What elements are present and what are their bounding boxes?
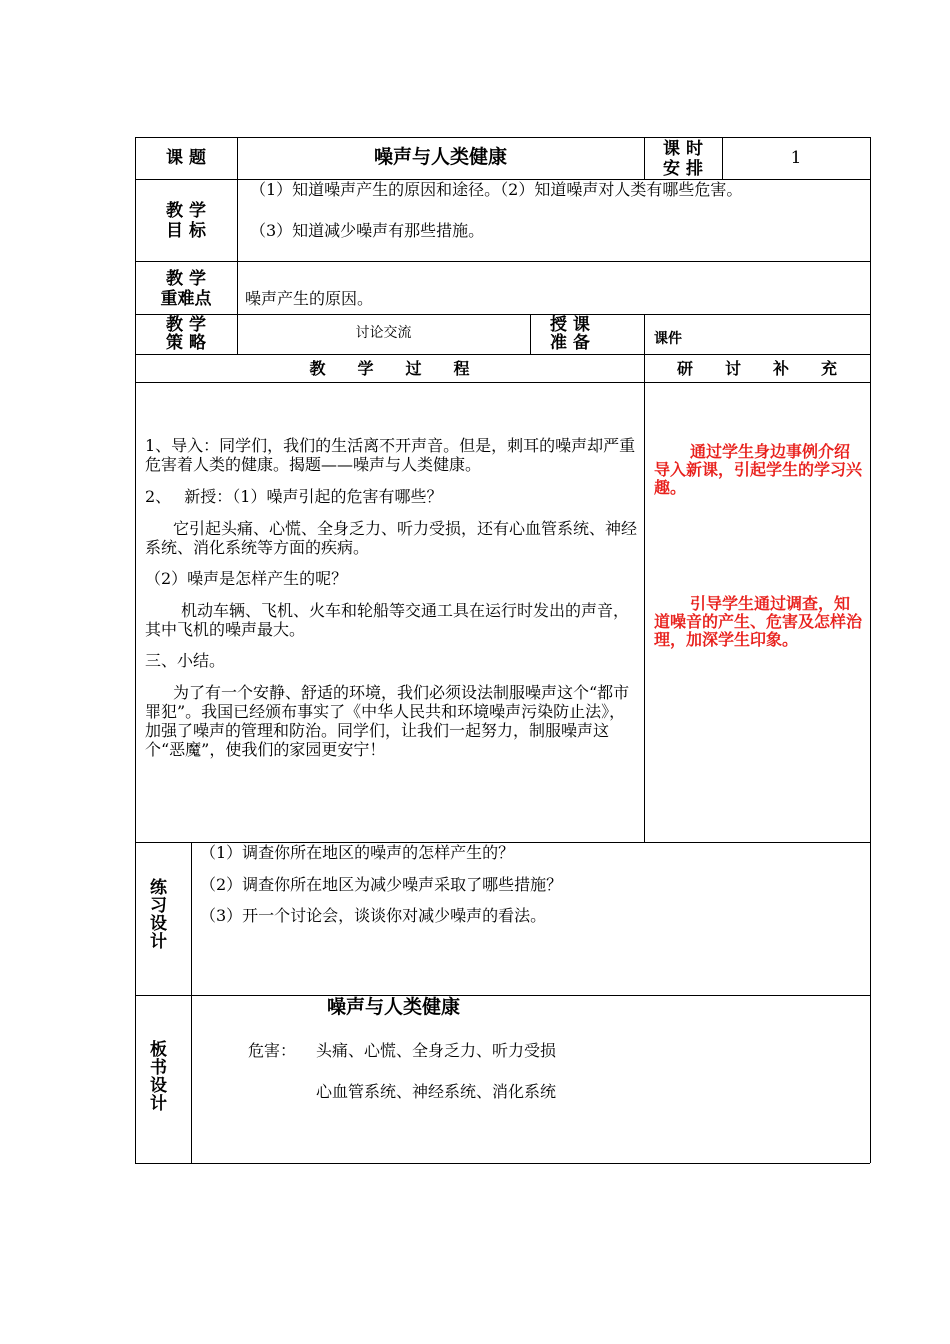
col-divider bbox=[191, 842, 192, 1163]
key-points-text: 噪声产生的原因。 bbox=[245, 289, 374, 308]
process-question-2: （2）噪声是怎样产生的呢？ bbox=[145, 569, 348, 588]
process-intro: 1、导入：同学们，我们的生活离不开声音。但是，刺耳的噪声却严重危害着人类的健康。揭题——噪声与人类健康。 bbox=[145, 436, 636, 474]
strategy-value: 讨论交流 bbox=[355, 325, 412, 341]
process-header: 教 学 过 程 bbox=[309, 359, 470, 378]
objective-line-2: （3）知道减少噪声有那些措施。 bbox=[250, 221, 485, 240]
objectives-label bbox=[135, 201, 237, 241]
exercise-label: 练习设计 bbox=[146, 878, 166, 950]
topic-label: 课 题 bbox=[166, 148, 206, 168]
prep-label-line2: 准 备 bbox=[550, 333, 590, 353]
board-harm-label: 危害： bbox=[248, 1041, 297, 1060]
prep-label-line1: 授 课 bbox=[550, 315, 590, 335]
process-new-lesson: 2、 新授：（1）噪声引起的危害有哪些？ bbox=[145, 487, 443, 506]
strategy-label-line1: 教 学 bbox=[166, 315, 206, 335]
objectives-label-line1: 教 学 bbox=[166, 201, 206, 221]
prep-label bbox=[550, 316, 640, 352]
row-divider bbox=[135, 354, 870, 355]
schedule-label-line1: 课 时 bbox=[663, 139, 703, 159]
objectives-label-line2: 目 标 bbox=[166, 221, 206, 241]
topic-title: 噪声与人类健康 bbox=[373, 146, 507, 168]
key-points-label bbox=[135, 269, 237, 309]
row-divider bbox=[135, 314, 870, 315]
col-divider bbox=[644, 314, 645, 842]
exercise-question-1: （1）调查你所在地区的噪声的怎样产生的？ bbox=[200, 843, 515, 862]
board-label: 板书设计 bbox=[146, 1040, 166, 1112]
schedule-value: 1 bbox=[790, 148, 802, 168]
board-title: 噪声与人类健康 bbox=[327, 996, 461, 1018]
row-divider bbox=[135, 261, 870, 262]
process-source-text: 机动车辆、飞机、火车和轮船等交通工具在运行时发出的声音，其中飞机的噪声最大。 bbox=[145, 601, 630, 639]
col-divider bbox=[237, 137, 238, 354]
strategy-label-line2: 策 略 bbox=[166, 333, 206, 353]
table-border-right bbox=[870, 137, 871, 1163]
strategy-label bbox=[135, 316, 237, 352]
board-harm-line-1: 头痛、心慌、全身乏力、听力受损 bbox=[316, 1041, 557, 1060]
exercise-question-2: （2）调查你所在地区为减少噪声采取了哪些措施？ bbox=[200, 875, 563, 894]
key-points-label-line2: 重难点 bbox=[160, 289, 212, 309]
board-harm-line-2: 心血管系统、神经系统、消化系统 bbox=[316, 1082, 557, 1101]
schedule-label bbox=[644, 139, 722, 179]
row-divider bbox=[135, 382, 870, 383]
objective-line-1: （1）知道噪声产生的原因和途径。（2）知道噪声对人类有哪些危害。 bbox=[250, 180, 743, 199]
process-summary-text: 为了有一个安静、舒适的环境，我们必须设法制服噪声这个“都市罪犯”。我国已经颁布事实了《中华人民共和环境噪声污染防止法》，加强了噪声的管理和防治。同学们，让我们一起努力，制服噪声这个“恶魔”，使我们的家园更安宁！ bbox=[145, 683, 630, 759]
exercise-question-3: （3）开一个讨论会，谈谈你对减少噪声的看法。 bbox=[200, 906, 547, 925]
note-intro: 通过学生身边事例介绍导入新课，引起学生的学习兴趣。 bbox=[654, 442, 863, 497]
note-survey: 引导学生通过调查，知道噪音的产生、危害及怎样治理，加深学生印象。 bbox=[654, 594, 863, 649]
process-summary-heading: 三、小结。 bbox=[145, 651, 226, 670]
process-harm-text: 它引起头痛、心慌、全身乏力、听力受损，还有心血管系统、神经系统、消化系统等方面的疾病。 bbox=[145, 519, 638, 557]
schedule-label-line2: 安 排 bbox=[663, 159, 703, 179]
prep-value: 课件 bbox=[654, 331, 682, 347]
table-border-top bbox=[135, 137, 870, 138]
col-divider bbox=[530, 314, 531, 354]
notes-header: 研 讨 补 充 bbox=[676, 359, 837, 378]
key-points-label-line1: 教 学 bbox=[166, 269, 206, 289]
table-border-bottom bbox=[135, 1163, 870, 1164]
